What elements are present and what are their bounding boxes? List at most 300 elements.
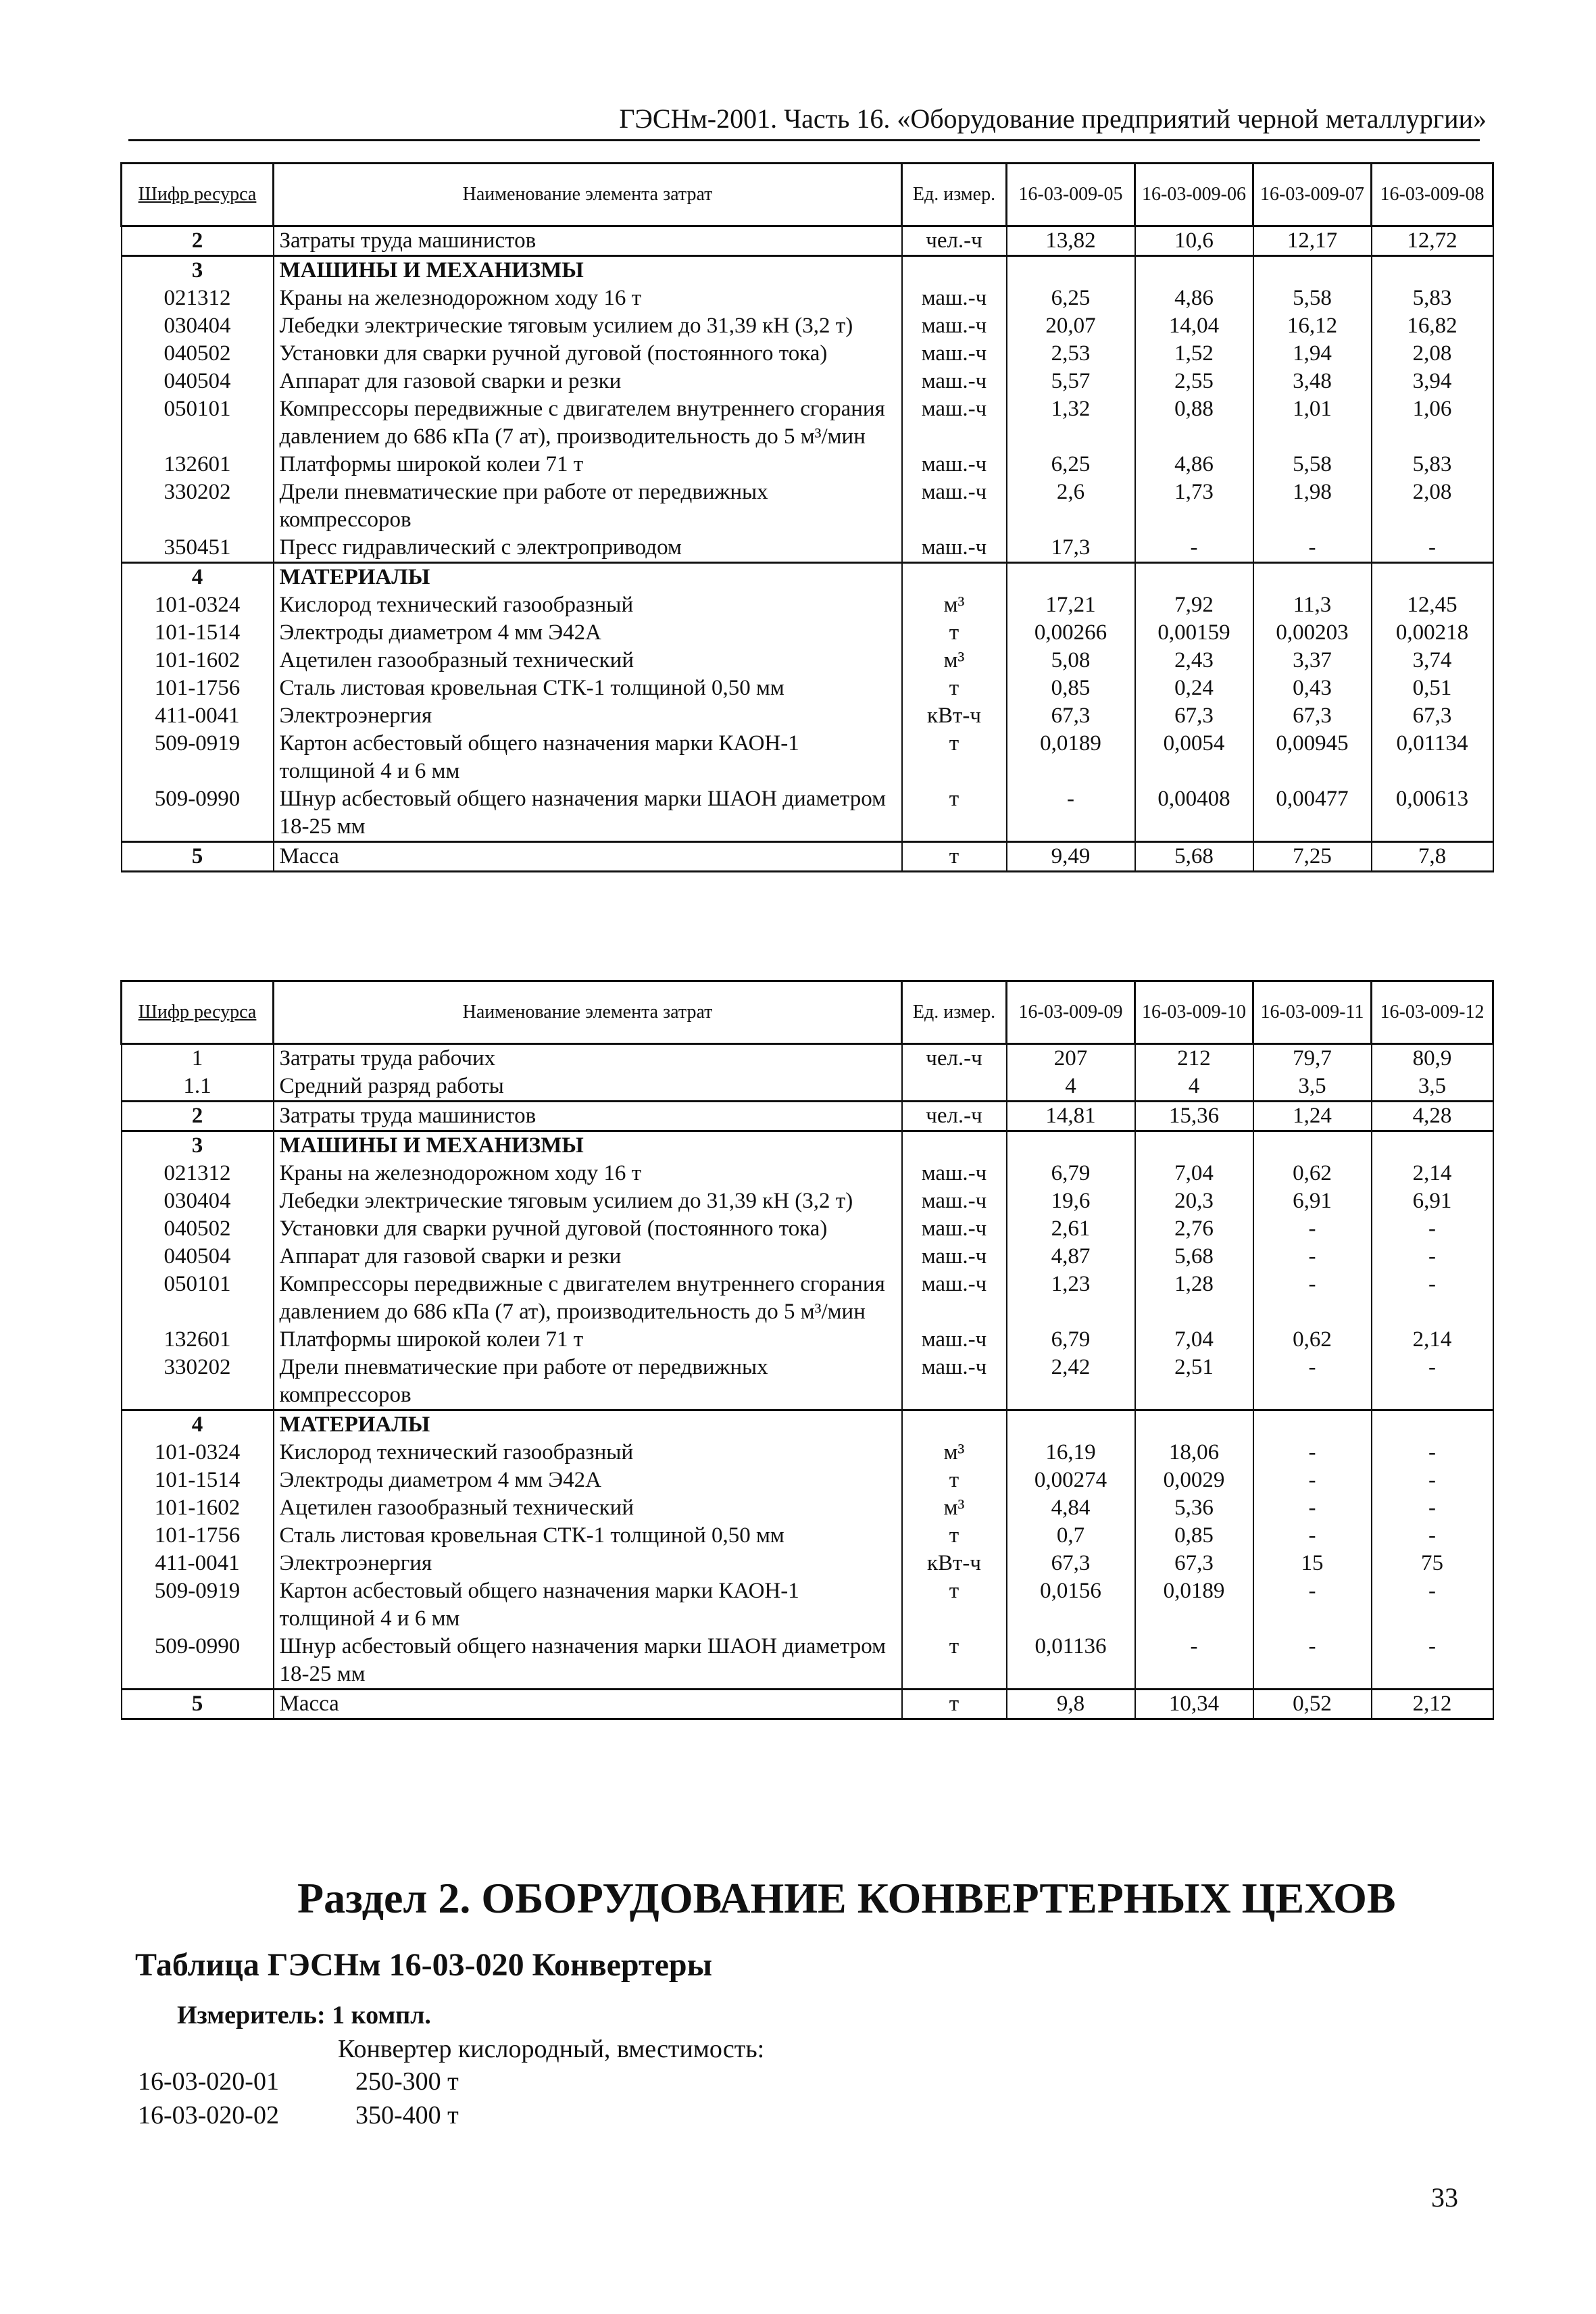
value-cell: - bbox=[1253, 1577, 1372, 1633]
value-cell bbox=[1007, 1410, 1135, 1439]
value-cell: 79,7 bbox=[1253, 1044, 1372, 1073]
unit-cell bbox=[902, 1131, 1007, 1160]
table-row bbox=[122, 368, 1493, 395]
value-cell: 5,68 bbox=[1135, 842, 1253, 872]
value-cell: 0,01136 bbox=[1007, 1633, 1135, 1690]
value-cell: - bbox=[1253, 1633, 1372, 1690]
value-cell: 6,25 bbox=[1007, 285, 1135, 312]
value-cell: - bbox=[1372, 1439, 1493, 1467]
section-row bbox=[122, 563, 1493, 592]
unit-cell: маш.-ч bbox=[902, 1354, 1007, 1410]
value-cell: - bbox=[1253, 1243, 1372, 1271]
table-row bbox=[122, 1044, 1493, 1073]
subhead: Конвертер кислородный, вместимость: bbox=[338, 2035, 765, 2063]
table-row bbox=[122, 1467, 1493, 1494]
value-cell: 4 bbox=[1007, 1073, 1135, 1102]
cost-element-name: МАТЕРИАЛЫ bbox=[274, 1410, 902, 1439]
cost-element-name: Кислород технический газообразный bbox=[274, 1439, 902, 1467]
value-cell bbox=[1135, 1410, 1253, 1439]
value-cell: 67,3 bbox=[1135, 702, 1253, 730]
value-cell: 5,58 bbox=[1253, 285, 1372, 312]
value-cell: 2,76 bbox=[1135, 1215, 1253, 1243]
value-cell bbox=[1372, 256, 1493, 285]
value-cell: - bbox=[1253, 534, 1372, 563]
value-cell: 6,79 bbox=[1007, 1326, 1135, 1354]
table-row bbox=[122, 1160, 1493, 1187]
value-cell: 2,51 bbox=[1135, 1354, 1253, 1410]
value-cell: 67,3 bbox=[1007, 1550, 1135, 1577]
value-cell: 3,37 bbox=[1253, 647, 1372, 674]
value-cell: - bbox=[1372, 1467, 1493, 1494]
value-cell: 3,5 bbox=[1253, 1073, 1372, 1102]
value-cell: - bbox=[1007, 785, 1135, 842]
unit-cell: маш.-ч bbox=[902, 1243, 1007, 1271]
cost-element-name: Краны на железнодорожном ходу 16 т bbox=[274, 1160, 902, 1187]
unit-cell: маш.-ч bbox=[902, 478, 1007, 534]
cost-element-name: Ацетилен газообразный технический bbox=[274, 1494, 902, 1522]
value-cell: 16,12 bbox=[1253, 312, 1372, 340]
cost-element-name: Пресс гидравлический с электроприводом bbox=[274, 534, 902, 563]
table-row bbox=[122, 395, 1493, 451]
cost-element-name: Краны на железнодорожном ходу 16 т bbox=[274, 285, 902, 312]
value-cell bbox=[1135, 563, 1253, 592]
resource-code: 1 bbox=[122, 1044, 274, 1073]
cost-element-name: Платформы широкой колеи 71 т bbox=[274, 451, 902, 478]
unit-cell: т bbox=[902, 730, 1007, 785]
table-row bbox=[122, 647, 1493, 674]
unit-cell: т bbox=[902, 1690, 1007, 1719]
value-cell bbox=[1135, 256, 1253, 285]
value-cell: 0,00266 bbox=[1007, 619, 1135, 647]
cost-element-name: Лебедки электрические тяговым усилием до 31,39 кН (3,2 т) bbox=[274, 312, 902, 340]
cost-element-name: Сталь листовая кровельная СТК-1 толщиной 0,50 мм bbox=[274, 1522, 902, 1550]
resource-code: 030404 bbox=[122, 1187, 274, 1215]
table-row bbox=[122, 312, 1493, 340]
table-row bbox=[122, 1326, 1493, 1354]
value-cell: 1,32 bbox=[1007, 395, 1135, 451]
resource-table-2 bbox=[120, 980, 1494, 1720]
unit-cell bbox=[902, 563, 1007, 592]
value-cell: 5,36 bbox=[1135, 1494, 1253, 1522]
table-row bbox=[122, 1102, 1493, 1131]
cost-element-name: Шнур асбестовый общего назначения марки ШАОН диаметром 18-25 мм bbox=[274, 1633, 902, 1690]
value-cell: 4,28 bbox=[1372, 1102, 1493, 1131]
resource-code: 509-0919 bbox=[122, 1577, 274, 1633]
value-cell: 13,82 bbox=[1007, 226, 1135, 256]
resource-code: 4 bbox=[122, 563, 274, 592]
cost-element-name: МАШИНЫ И МЕХАНИЗМЫ bbox=[274, 1131, 902, 1160]
cost-element-name: Дрели пневматические при работе от передвижных компрессоров bbox=[274, 1354, 902, 1410]
section-title: Раздел 2. ОБОРУДОВАНИЕ КОНВЕРТЕРНЫХ ЦЕХОВ bbox=[297, 1874, 1396, 1922]
cost-element-name: Электроды диаметром 4 мм Э42А bbox=[274, 1467, 902, 1494]
value-cell: - bbox=[1372, 1577, 1493, 1633]
col-header-unit: Ед. измер. bbox=[902, 164, 1007, 226]
value-cell: - bbox=[1253, 1494, 1372, 1522]
unit-cell bbox=[902, 1073, 1007, 1102]
value-cell: 0,00159 bbox=[1135, 619, 1253, 647]
table-row bbox=[122, 1577, 1493, 1633]
value-cell: 7,25 bbox=[1253, 842, 1372, 872]
table-row bbox=[122, 478, 1493, 534]
resource-code: 509-0990 bbox=[122, 785, 274, 842]
resource-code: 330202 bbox=[122, 478, 274, 534]
col-header-norm-code: 16-03-009-08 bbox=[1372, 164, 1493, 226]
resource-code: 101-1756 bbox=[122, 1522, 274, 1550]
value-cell: 1,52 bbox=[1135, 340, 1253, 368]
value-cell: 5,58 bbox=[1253, 451, 1372, 478]
cost-element-name: Сталь листовая кровельная СТК-1 толщиной 0,50 мм bbox=[274, 674, 902, 702]
cost-element-name: МАТЕРИАЛЫ bbox=[274, 563, 902, 592]
value-cell bbox=[1253, 256, 1372, 285]
value-cell: 2,08 bbox=[1372, 340, 1493, 368]
col-header-name: Наименование элемента затрат bbox=[274, 981, 902, 1044]
value-cell: 5,83 bbox=[1372, 451, 1493, 478]
value-cell bbox=[1007, 256, 1135, 285]
col-header-norm-code: 16-03-009-11 bbox=[1253, 981, 1372, 1044]
resource-code: 509-0990 bbox=[122, 1633, 274, 1690]
resource-code: 101-1514 bbox=[122, 619, 274, 647]
value-cell: - bbox=[1372, 534, 1493, 563]
table-row bbox=[122, 1494, 1493, 1522]
table-row bbox=[122, 451, 1493, 478]
resource-code: 330202 bbox=[122, 1354, 274, 1410]
unit-cell: м³ bbox=[902, 1439, 1007, 1467]
value-cell: 67,3 bbox=[1253, 702, 1372, 730]
value-cell: 4,86 bbox=[1135, 451, 1253, 478]
value-cell: 0,85 bbox=[1007, 674, 1135, 702]
value-cell: 0,0054 bbox=[1135, 730, 1253, 785]
value-cell: 0,00477 bbox=[1253, 785, 1372, 842]
value-cell: 12,72 bbox=[1372, 226, 1493, 256]
value-cell: 17,3 bbox=[1007, 534, 1135, 563]
resource-code: 050101 bbox=[122, 395, 274, 451]
cost-element-name: Аппарат для газовой сварки и резки bbox=[274, 368, 902, 395]
value-cell: 2,14 bbox=[1372, 1160, 1493, 1187]
resource-code: 101-0324 bbox=[122, 1439, 274, 1467]
value-cell: 0,62 bbox=[1253, 1160, 1372, 1187]
value-cell: 2,6 bbox=[1007, 478, 1135, 534]
unit-cell: маш.-ч bbox=[902, 1271, 1007, 1326]
value-cell: 20,07 bbox=[1007, 312, 1135, 340]
unit-cell: маш.-ч bbox=[902, 451, 1007, 478]
value-cell: 2,55 bbox=[1135, 368, 1253, 395]
value-cell: 2,42 bbox=[1007, 1354, 1135, 1410]
cost-element-name: Электроэнергия bbox=[274, 702, 902, 730]
unit-cell: чел.-ч bbox=[902, 1044, 1007, 1073]
unit-cell: м³ bbox=[902, 1494, 1007, 1522]
resource-code: 101-1514 bbox=[122, 1467, 274, 1494]
table-row bbox=[122, 340, 1493, 368]
col-header-norm-code: 16-03-009-12 bbox=[1372, 981, 1493, 1044]
resource-code: 411-0041 bbox=[122, 1550, 274, 1577]
value-cell: 5,57 bbox=[1007, 368, 1135, 395]
value-cell: 10,6 bbox=[1135, 226, 1253, 256]
table-row bbox=[122, 785, 1493, 842]
col-header-norm-code: 16-03-009-10 bbox=[1135, 981, 1253, 1044]
resource-code: 040502 bbox=[122, 340, 274, 368]
cost-element-name: Масса bbox=[274, 1690, 902, 1719]
value-cell: 5,08 bbox=[1007, 647, 1135, 674]
unit-cell: т bbox=[902, 1577, 1007, 1633]
unit-cell bbox=[902, 256, 1007, 285]
table-row bbox=[122, 674, 1493, 702]
unit-cell: маш.-ч bbox=[902, 1326, 1007, 1354]
col-header-name: Наименование элемента затрат bbox=[274, 164, 902, 226]
table-row bbox=[122, 1690, 1493, 1719]
value-cell: 0,00945 bbox=[1253, 730, 1372, 785]
value-cell: 212 bbox=[1135, 1044, 1253, 1073]
resource-code: 021312 bbox=[122, 285, 274, 312]
table-row bbox=[122, 1439, 1493, 1467]
value-cell bbox=[1007, 563, 1135, 592]
value-cell: 1,94 bbox=[1253, 340, 1372, 368]
value-cell: 75 bbox=[1372, 1550, 1493, 1577]
unit-cell: маш.-ч bbox=[902, 285, 1007, 312]
value-cell: - bbox=[1372, 1271, 1493, 1326]
value-cell bbox=[1372, 563, 1493, 592]
unit-cell: м³ bbox=[902, 647, 1007, 674]
header-rule bbox=[128, 139, 1480, 141]
value-cell: 9,8 bbox=[1007, 1690, 1135, 1719]
value-cell: 4 bbox=[1135, 1073, 1253, 1102]
value-cell: 3,94 bbox=[1372, 368, 1493, 395]
value-cell: 207 bbox=[1007, 1044, 1135, 1073]
value-cell: 12,17 bbox=[1253, 226, 1372, 256]
value-cell bbox=[1372, 1131, 1493, 1160]
value-cell: 0,24 bbox=[1135, 674, 1253, 702]
value-cell: 1,24 bbox=[1253, 1102, 1372, 1131]
value-cell: - bbox=[1253, 1522, 1372, 1550]
value-cell: 7,92 bbox=[1135, 591, 1253, 619]
value-cell: 16,19 bbox=[1007, 1439, 1135, 1467]
value-cell: 2,08 bbox=[1372, 478, 1493, 534]
value-cell: 0,7 bbox=[1007, 1522, 1135, 1550]
value-cell: - bbox=[1135, 534, 1253, 563]
cost-element-name: Платформы широкой колеи 71 т bbox=[274, 1326, 902, 1354]
col-header-norm-code: 16-03-009-05 bbox=[1007, 164, 1135, 226]
value-cell: 2,14 bbox=[1372, 1326, 1493, 1354]
value-cell: 1,28 bbox=[1135, 1271, 1253, 1326]
cost-element-name: Затраты труда рабочих bbox=[274, 1044, 902, 1073]
value-cell: 0,00613 bbox=[1372, 785, 1493, 842]
value-cell: 5,68 bbox=[1135, 1243, 1253, 1271]
value-cell: 15 bbox=[1253, 1550, 1372, 1577]
cost-element-name: Лебедки электрические тяговым усилием до 31,39 кН (3,2 т) bbox=[274, 1187, 902, 1215]
header-row bbox=[122, 164, 1493, 226]
value-cell: 1,06 bbox=[1372, 395, 1493, 451]
unit-cell: т bbox=[902, 1467, 1007, 1494]
table-row bbox=[122, 1215, 1493, 1243]
value-cell: 12,45 bbox=[1372, 591, 1493, 619]
value-cell: 0,0156 bbox=[1007, 1577, 1135, 1633]
value-cell: 80,9 bbox=[1372, 1044, 1493, 1073]
value-cell: - bbox=[1253, 1467, 1372, 1494]
section-row bbox=[122, 256, 1493, 285]
col-header-code-text: Шифр ресурса bbox=[138, 184, 257, 205]
table-row bbox=[122, 534, 1493, 563]
value-cell: 6,25 bbox=[1007, 451, 1135, 478]
cost-element-name: Компрессоры передвижные с двигателем внутреннего сгорания давлением до 686 кПа (7 ат), производительность до 5 м³/мин bbox=[274, 395, 902, 451]
cost-element-name: Аппарат для газовой сварки и резки bbox=[274, 1243, 902, 1271]
cost-element-name: Картон асбестовый общего назначения марки КАОН-1 толщиной 4 и 6 мм bbox=[274, 1577, 902, 1633]
value-cell bbox=[1253, 1131, 1372, 1160]
table-row bbox=[122, 619, 1493, 647]
cost-element-name: Затраты труда машинистов bbox=[274, 1102, 902, 1131]
table-row bbox=[122, 285, 1493, 312]
value-cell: - bbox=[1253, 1354, 1372, 1410]
cost-element-name: Картон асбестовый общего назначения марки КАОН-1 толщиной 4 и 6 мм bbox=[274, 730, 902, 785]
value-cell: 7,04 bbox=[1135, 1160, 1253, 1187]
cost-element-name: Масса bbox=[274, 842, 902, 872]
value-cell: 0,62 bbox=[1253, 1326, 1372, 1354]
value-cell: - bbox=[1135, 1633, 1253, 1690]
unit-cell: маш.-ч bbox=[902, 1215, 1007, 1243]
cost-element-name: Компрессоры передвижные с двигателем внутреннего сгорания давлением до 686 кПа (7 ат), производительность до 5 м³/мин bbox=[274, 1271, 902, 1326]
resource-code: 3 bbox=[122, 256, 274, 285]
value-cell: 0,01134 bbox=[1372, 730, 1493, 785]
col-header-code bbox=[122, 164, 274, 226]
value-cell: 0,52 bbox=[1253, 1690, 1372, 1719]
resource-code: 021312 bbox=[122, 1160, 274, 1187]
table-row bbox=[122, 1243, 1493, 1271]
unit-cell: т bbox=[902, 619, 1007, 647]
value-cell: 0,51 bbox=[1372, 674, 1493, 702]
resource-code: 509-0919 bbox=[122, 730, 274, 785]
item-code: 16-03-020-02 bbox=[138, 2101, 279, 2130]
table-title: Таблица ГЭСНм 16-03-020 Конвертеры bbox=[135, 1947, 713, 1983]
value-cell: - bbox=[1372, 1522, 1493, 1550]
value-cell: - bbox=[1253, 1439, 1372, 1467]
value-cell: 0,00203 bbox=[1253, 619, 1372, 647]
item-code: 16-03-020-01 bbox=[138, 2067, 279, 2096]
resource-table-1 bbox=[120, 162, 1494, 872]
unit-cell: т bbox=[902, 1522, 1007, 1550]
unit-cell: маш.-ч bbox=[902, 1187, 1007, 1215]
value-cell: - bbox=[1372, 1354, 1493, 1410]
col-header-code-text: Шифр ресурса bbox=[138, 1002, 257, 1023]
resource-code: 101-1756 bbox=[122, 674, 274, 702]
resource-code: 1.1 bbox=[122, 1073, 274, 1102]
resource-code: 411-0041 bbox=[122, 702, 274, 730]
unit-cell: кВт-ч bbox=[902, 1550, 1007, 1577]
value-cell bbox=[1135, 1131, 1253, 1160]
value-cell: 2,43 bbox=[1135, 647, 1253, 674]
value-cell: 4,87 bbox=[1007, 1243, 1135, 1271]
cost-element-name: Затраты труда машинистов bbox=[274, 226, 902, 256]
resource-code: 5 bbox=[122, 1690, 274, 1719]
resource-code: 101-1602 bbox=[122, 1494, 274, 1522]
unit-cell: т bbox=[902, 1633, 1007, 1690]
value-cell: 7,8 bbox=[1372, 842, 1493, 872]
resource-code: 101-1602 bbox=[122, 647, 274, 674]
value-cell: 0,0029 bbox=[1135, 1467, 1253, 1494]
unit-cell: маш.-ч bbox=[902, 1160, 1007, 1187]
value-cell: 6,91 bbox=[1372, 1187, 1493, 1215]
unit-cell: т bbox=[902, 785, 1007, 842]
resource-code: 132601 bbox=[122, 1326, 274, 1354]
resource-code: 050101 bbox=[122, 1271, 274, 1326]
value-cell: 1,98 bbox=[1253, 478, 1372, 534]
value-cell: - bbox=[1372, 1494, 1493, 1522]
value-cell: 4,84 bbox=[1007, 1494, 1135, 1522]
value-cell: 0,0189 bbox=[1135, 1577, 1253, 1633]
value-cell: 9,49 bbox=[1007, 842, 1135, 872]
col-header-norm-code: 16-03-009-06 bbox=[1135, 164, 1253, 226]
resource-code: 040502 bbox=[122, 1215, 274, 1243]
unit-cell: маш.-ч bbox=[902, 534, 1007, 563]
cost-element-name: Ацетилен газообразный технический bbox=[274, 647, 902, 674]
col-header-norm-code: 16-03-009-09 bbox=[1007, 981, 1135, 1044]
value-cell: 14,81 bbox=[1007, 1102, 1135, 1131]
page-number: 33 bbox=[1431, 2182, 1458, 2213]
value-cell: 14,04 bbox=[1135, 312, 1253, 340]
cost-element-name: Шнур асбестовый общего назначения марки ШАОН диаметром 18-25 мм bbox=[274, 785, 902, 842]
table-row bbox=[122, 702, 1493, 730]
table-row bbox=[122, 1187, 1493, 1215]
value-cell: 1,23 bbox=[1007, 1271, 1135, 1326]
unit-cell: т bbox=[902, 842, 1007, 872]
resource-code: 040504 bbox=[122, 368, 274, 395]
table-row bbox=[122, 730, 1493, 785]
value-cell: 0,85 bbox=[1135, 1522, 1253, 1550]
section-row bbox=[122, 1131, 1493, 1160]
resource-code: 4 bbox=[122, 1410, 274, 1439]
col-header-unit: Ед. измер. bbox=[902, 981, 1007, 1044]
value-cell: 4,86 bbox=[1135, 285, 1253, 312]
resource-code: 101-0324 bbox=[122, 591, 274, 619]
table-row bbox=[122, 1354, 1493, 1410]
table-row bbox=[122, 842, 1493, 872]
value-cell bbox=[1372, 1410, 1493, 1439]
value-cell bbox=[1253, 563, 1372, 592]
value-cell: 3,5 bbox=[1372, 1073, 1493, 1102]
unit-cell: маш.-ч bbox=[902, 368, 1007, 395]
value-cell: 15,36 bbox=[1135, 1102, 1253, 1131]
cost-element-name: Кислород технический газообразный bbox=[274, 591, 902, 619]
unit-cell bbox=[902, 1410, 1007, 1439]
table-row bbox=[122, 1550, 1493, 1577]
unit-cell: маш.-ч bbox=[902, 340, 1007, 368]
unit-cell: т bbox=[902, 674, 1007, 702]
value-cell: 7,04 bbox=[1135, 1326, 1253, 1354]
value-cell bbox=[1007, 1131, 1135, 1160]
unit-cell: чел.-ч bbox=[902, 226, 1007, 256]
unit-cell: чел.-ч bbox=[902, 1102, 1007, 1131]
value-cell: 1,01 bbox=[1253, 395, 1372, 451]
value-cell: 11,3 bbox=[1253, 591, 1372, 619]
value-cell: 0,00218 bbox=[1372, 619, 1493, 647]
value-cell: 16,82 bbox=[1372, 312, 1493, 340]
value-cell: - bbox=[1253, 1271, 1372, 1326]
unit-cell: кВт-ч bbox=[902, 702, 1007, 730]
value-cell: - bbox=[1372, 1243, 1493, 1271]
measurer: Измеритель: 1 компл. bbox=[177, 2001, 431, 2029]
value-cell: 19,6 bbox=[1007, 1187, 1135, 1215]
value-cell: 67,3 bbox=[1007, 702, 1135, 730]
resource-code: 030404 bbox=[122, 312, 274, 340]
table-row bbox=[122, 591, 1493, 619]
col-header-norm-code: 16-03-009-07 bbox=[1253, 164, 1372, 226]
value-cell: 10,34 bbox=[1135, 1690, 1253, 1719]
resource-code: 2 bbox=[122, 1102, 274, 1131]
table-row bbox=[122, 1271, 1493, 1326]
value-cell: 2,12 bbox=[1372, 1690, 1493, 1719]
value-cell: 6,79 bbox=[1007, 1160, 1135, 1187]
running-header: ГЭСНм-2001. Часть 16. «Оборудование предприятий черной металлургии» bbox=[619, 103, 1487, 134]
resource-code: 132601 bbox=[122, 451, 274, 478]
value-cell: 0,43 bbox=[1253, 674, 1372, 702]
unit-cell: м³ bbox=[902, 591, 1007, 619]
